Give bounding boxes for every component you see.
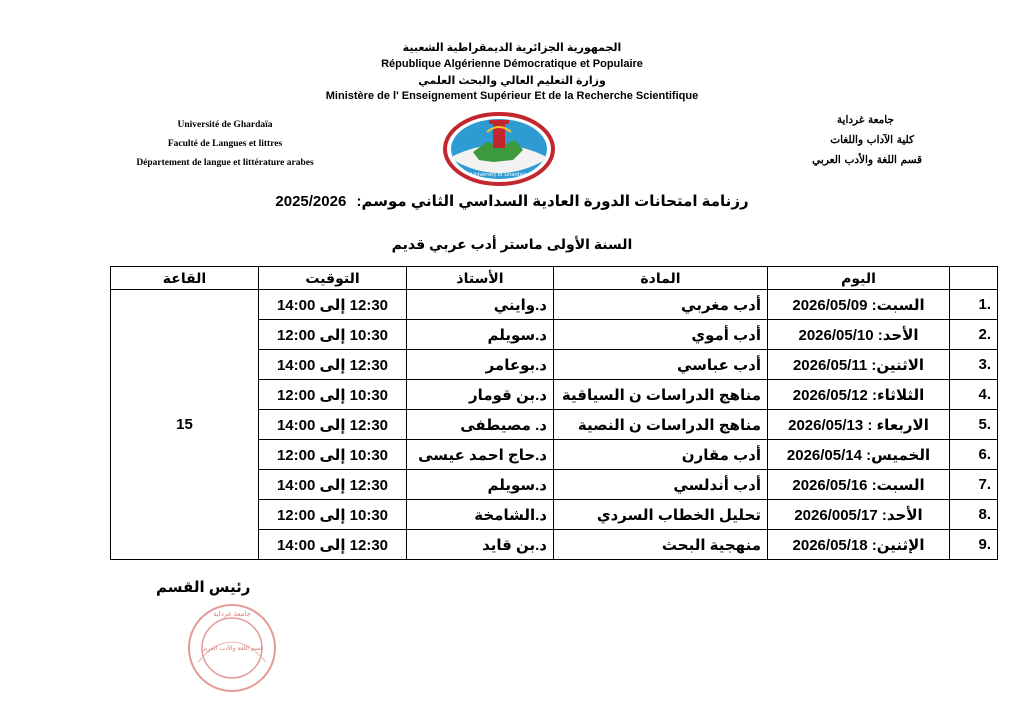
row-subject: مناهج الدراسات ن النصية xyxy=(554,410,768,440)
row-day: الإثنين: 2026/05/18 xyxy=(768,530,950,560)
row-subject: أدب أموي xyxy=(554,320,768,350)
header-subject: المادة xyxy=(554,267,768,290)
row-day: السبت: 2026/05/16 xyxy=(768,470,950,500)
row-professor: د.بن قومار xyxy=(407,380,554,410)
row-number: .9 xyxy=(950,530,998,560)
row-professor: د.حاج احمد عيسى xyxy=(407,440,554,470)
institution-fr xyxy=(110,116,340,173)
institution-ar xyxy=(722,110,922,170)
page-title xyxy=(0,192,1024,210)
row-time: 12:30 إلى 14:00 xyxy=(259,410,407,440)
department-head-title: رئيس القسم xyxy=(156,579,251,596)
row-subject: تحليل الخطاب السردي xyxy=(554,500,768,530)
row-day: السبت: 2026/05/09 xyxy=(768,290,950,320)
row-number: .6 xyxy=(950,440,998,470)
row-time: 10:30 إلى 12:00 xyxy=(259,380,407,410)
row-day: الخميس: 2026/05/14 xyxy=(768,440,950,470)
republic-ar: الجمهورية الجزائرية الديمقراطية الشعبية xyxy=(402,42,622,54)
row-day: الاثنين: 2026/05/11 xyxy=(768,350,950,380)
row-time: 12:30 إلى 14:00 xyxy=(259,470,407,500)
row-professor: د.سويلم xyxy=(407,470,554,500)
row-subject: أدب عباسي xyxy=(554,350,768,380)
stamp-inner-text: قسم اللغة والأدب العربي xyxy=(200,645,264,652)
header-number xyxy=(950,267,998,290)
row-subject: منهجية البحث xyxy=(554,530,768,560)
row-number: .2 xyxy=(950,320,998,350)
ministry-fr: Ministère de l' Enseignement Supérieur Et de la Recherche Scientifique xyxy=(325,90,699,102)
page-subtitle: السنة الأولى ماستر أدب عربي قديم xyxy=(391,236,633,252)
row-day: الأحد: 2026/05/10 xyxy=(768,320,950,350)
exam-schedule-table xyxy=(110,266,998,560)
row-day: الاربعاء : 2026/05/13 xyxy=(768,410,950,440)
row-subject: أدب أندلسي xyxy=(554,470,768,500)
header-day: اليوم xyxy=(768,267,950,290)
row-number: .4 xyxy=(950,380,998,410)
row-number: .8 xyxy=(950,500,998,530)
row-number: .3 xyxy=(950,350,998,380)
title-year: 2025/2026 xyxy=(275,193,347,210)
department-name-fr: Département de langue et littérature arabes xyxy=(136,158,314,168)
row-professor: د.بوعامر xyxy=(407,350,554,380)
department-name-ar: قسم اللغة والأدب العربي xyxy=(812,154,922,166)
row-time: 10:30 إلى 12:00 xyxy=(259,500,407,530)
room-number: 15 xyxy=(111,290,259,560)
row-day: الأحد: 2026/005/17 xyxy=(768,500,950,530)
ministry-ar: وزارة التعليم العالي والبحث العلمي xyxy=(418,75,606,87)
row-subject: أدب مغربي xyxy=(554,290,768,320)
university-name-fr: Université de Ghardaïa xyxy=(177,120,273,130)
row-time: 12:30 إلى 14:00 xyxy=(259,290,407,320)
row-time: 12:30 إلى 14:00 xyxy=(259,530,407,560)
university-logo-icon xyxy=(443,112,555,186)
row-professor: د.وايني xyxy=(407,290,554,320)
row-number: .5 xyxy=(950,410,998,440)
table-header-row xyxy=(111,267,998,290)
university-name-ar: جامعة غرداية xyxy=(836,114,894,126)
header-professor: الأستاذ xyxy=(407,267,554,290)
faculty-name-ar: كلية الآداب واللغات xyxy=(830,134,914,146)
republic-fr: République Algérienne Démocratique et Populaire xyxy=(381,58,643,70)
header-room: القاعة xyxy=(111,267,259,290)
stamp-outer-text: جامعة غرداية xyxy=(213,610,251,618)
row-time: 10:30 إلى 12:00 xyxy=(259,320,407,350)
row-professor: د. مصيطفى xyxy=(407,410,554,440)
title-text: رزنامة امتحانات الدورة العادية السداسي الثاني موسم: xyxy=(356,193,749,210)
row-number: .7 xyxy=(950,470,998,500)
logo-caption: University of Ghardaia xyxy=(471,172,527,178)
row-time: 12:30 إلى 14:00 xyxy=(259,350,407,380)
row-time: 10:30 إلى 12:00 xyxy=(259,440,407,470)
row-number: .1 xyxy=(950,290,998,320)
department-stamp-icon xyxy=(186,602,278,694)
row-professor: د.الشامخة xyxy=(407,500,554,530)
row-subject: مناهج الدراسات ن السياقية xyxy=(554,380,768,410)
row-professor: د.سويلم xyxy=(407,320,554,350)
faculty-name-fr: Faculté de Langues et littres xyxy=(167,139,283,149)
row-day: الثلاثاء: 2026/05/12 xyxy=(768,380,950,410)
row-professor: د.بن قايد xyxy=(407,530,554,560)
row-subject: أدب مقارن xyxy=(554,440,768,470)
header-time: التوقيت xyxy=(259,267,407,290)
table-row xyxy=(111,290,998,320)
